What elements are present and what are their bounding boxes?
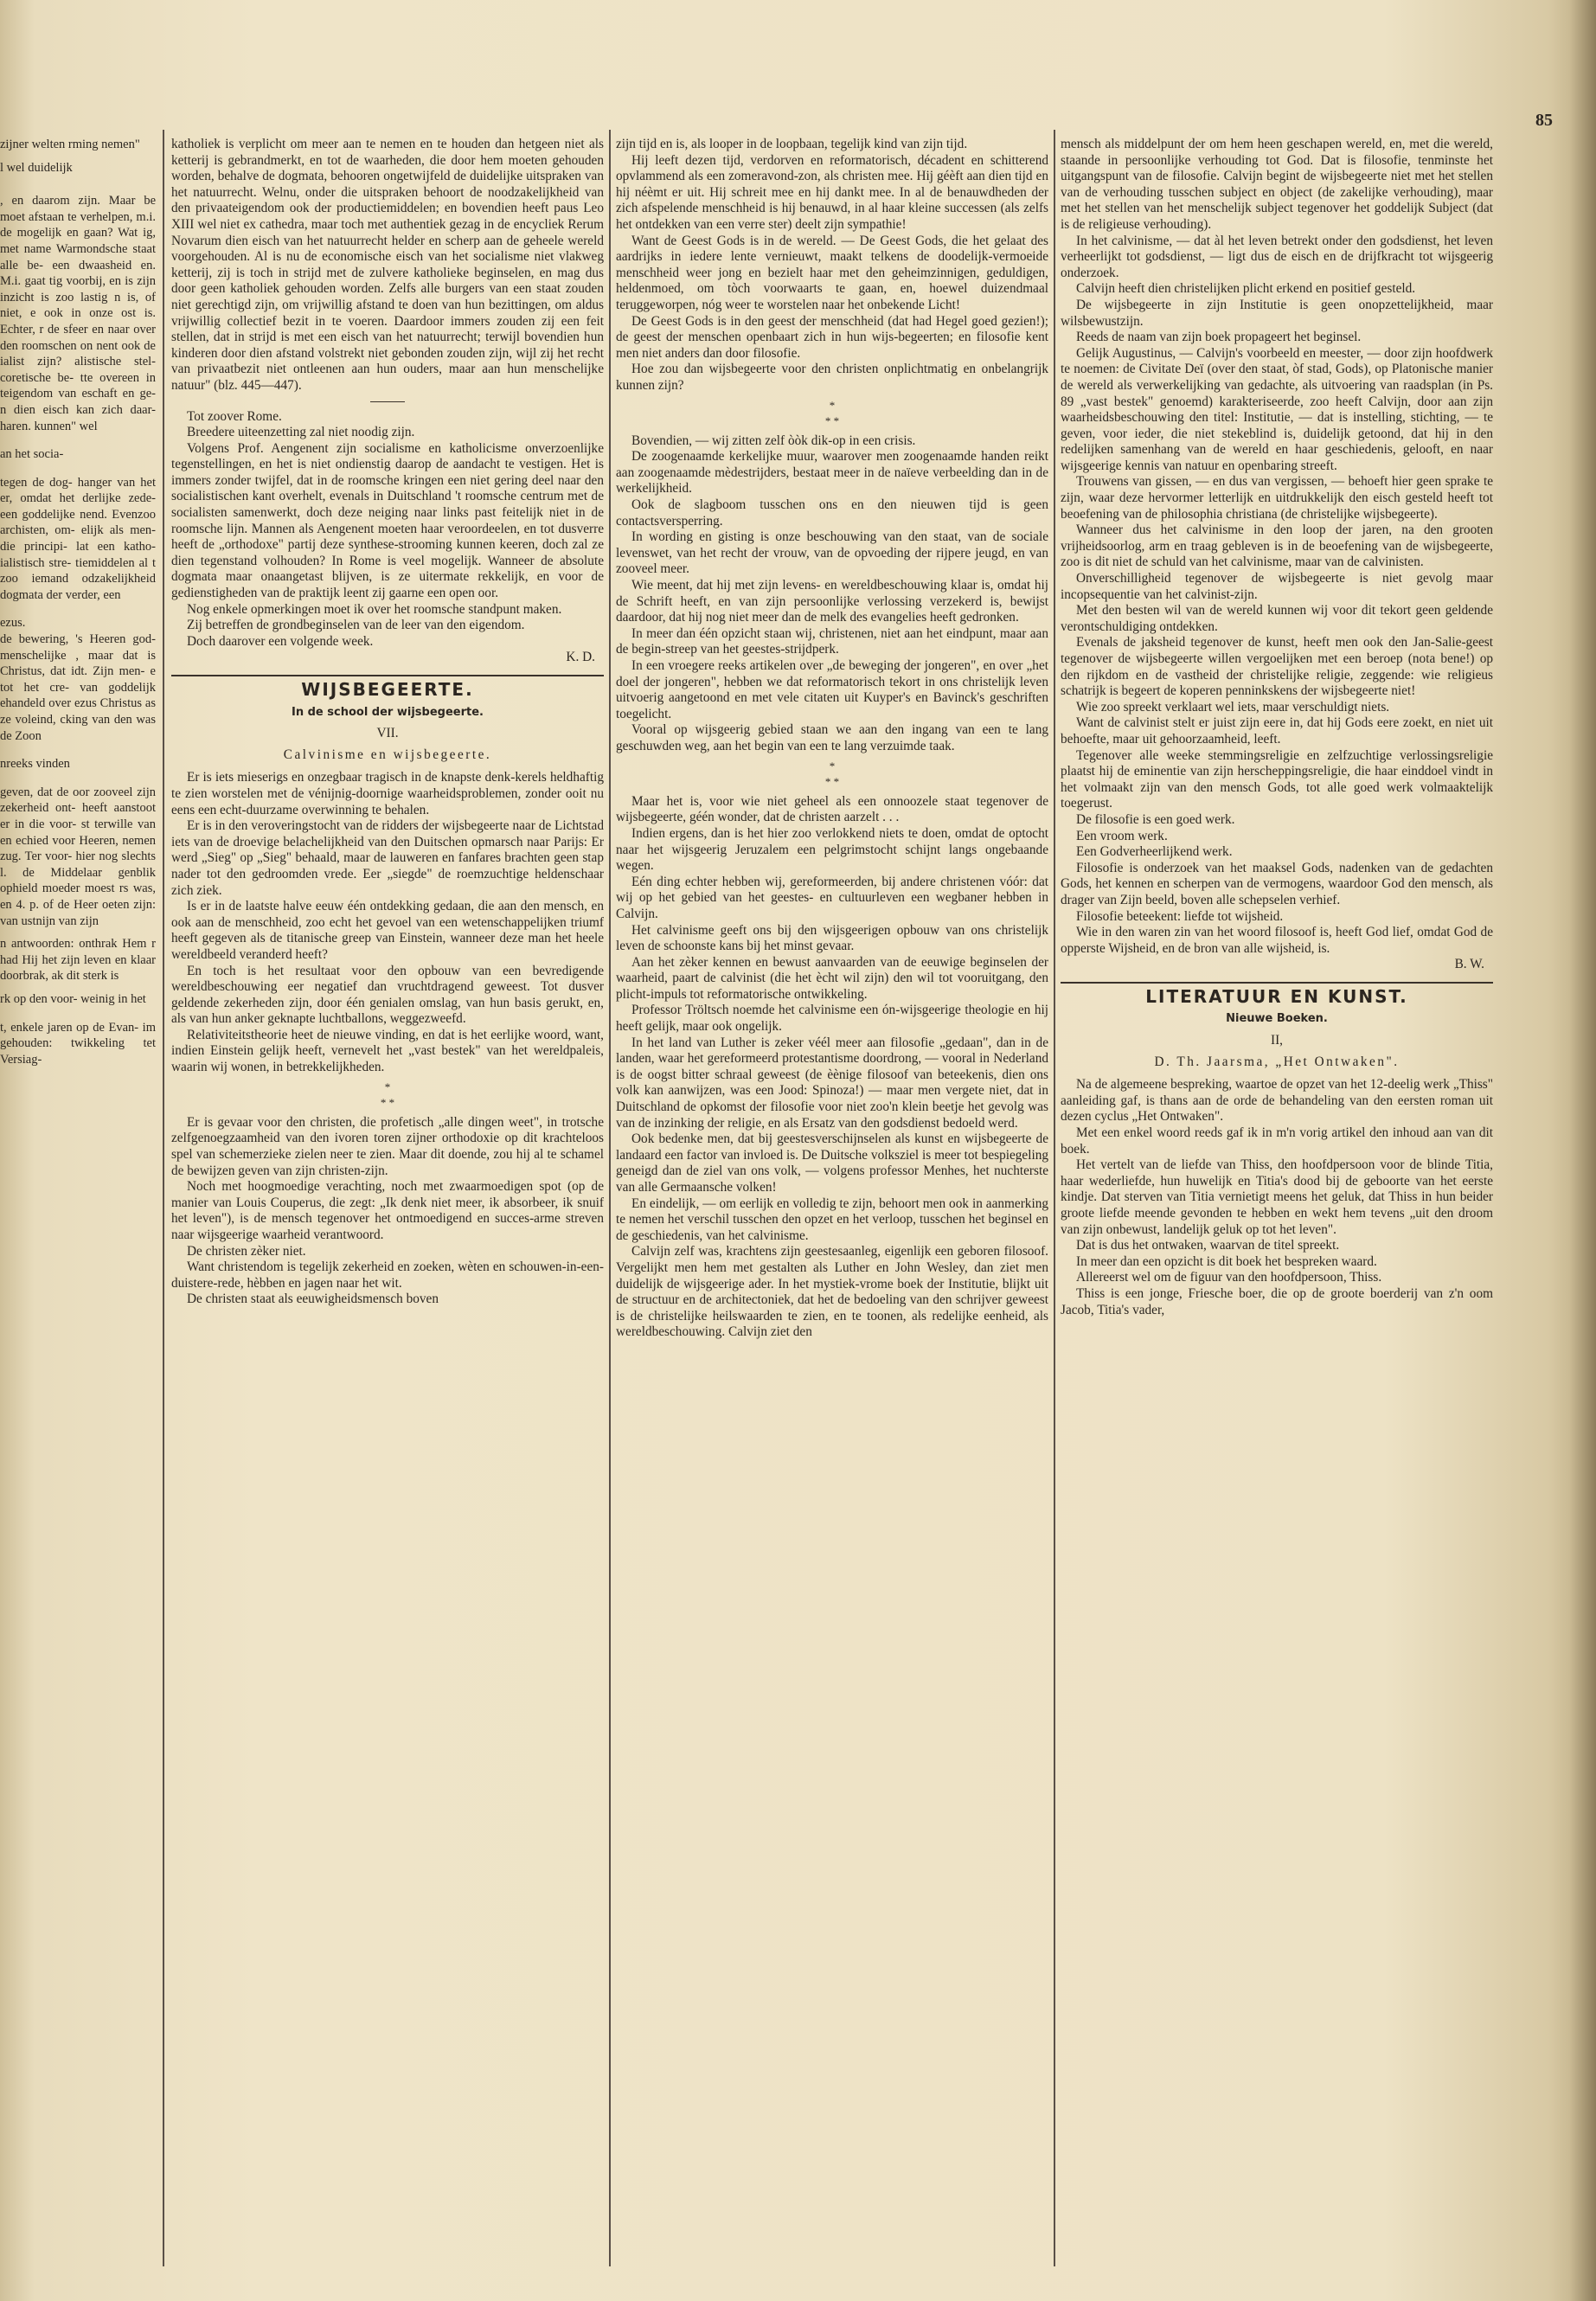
paragraph: Een vroom werk. [1076, 828, 1168, 843]
column-2 [616, 137, 1048, 2239]
paragraph: Nog enkele opmerkingen moet ik over het roomsche standpunt maken. [187, 601, 562, 617]
paragraph: Maar het is, voor wie niet geheel als een onnoozele staat tegenover de wijsbegeerte, géén wonder, dat de christen aarzelt . . . [616, 793, 1048, 825]
paragraph: Vooral op wijsgeerig gebied staan we aan den ingang van een te lang geschuwden weg, aan het begin van een te lang verzuimde taak. [616, 722, 1048, 753]
paragraph: Breedere uiteenzetting zal niet noodig zijn. [187, 425, 415, 440]
author-signature: B. W. [1454, 957, 1484, 972]
paragraph: Evenals de jaksheid tegenover de kunst, heeft men ook den Jan-Salie-geest tegenover de wijsbegeerte willen vergoelijken met een beroep (nota bene!) op den rijkdom en de vastheid der christelijke religie, zeggende: wie religieus schatrijk is begeert de koperen penninkskens der wijsbegeerte niet! [1061, 635, 1493, 699]
section-divider [1061, 982, 1493, 984]
page-edge [1570, 0, 1596, 2301]
paragraph: Onverschilligheid tegenover de wijsbegeerte is niet gevolg maar incopsequentie van het calvinist-zijn. [1061, 571, 1493, 602]
paragraph: Thiss is een jonge, Friesche boer, die op de groote boerderij van z'n oom Jacob, Titia's vader, [1061, 1285, 1493, 1317]
paragraph: Want christendom is tegelijk zekerheid en zoeken, wèten en schouwen-in-een-duistere-rede, hèbben en jagen naar het wit. [171, 1259, 604, 1291]
paragraph: Calvijn heeft dien christelijken plicht erkend en positief gesteld. [1076, 281, 1416, 297]
page-number: 85 [1535, 111, 1553, 130]
paragraph: Wie zoo spreekt verklaart wel iets, maar verschuldigt niets. [1076, 699, 1390, 715]
review-title: D. Th. Jaarsma, „Het Ontwaken". [1154, 1054, 1400, 1069]
paragraph: Een Godverheerlijkend werk. [1076, 844, 1233, 860]
paragraph: Is er in de laatste halve eeuw één ontdekking gedaan, die aan den mensch, en ook aan de menschheid, zoo echt het gevoel van een wetenschappelijken triumf heeft gegeven als de titanische greep van Einstein, wanneer deze man het heele wereldbeeld veranderd heeft? [171, 899, 604, 962]
sub-heading: Nieuwe Boeken. [1226, 1012, 1328, 1026]
paragraph: De christen staat als eeuwigheidsmensch boven [187, 1292, 439, 1307]
paragraph: In wording en gisting is onze beschouwing van den staat, van de sociale levenswet, van het recht der vrouw, van de opvoeding der rijpere jeugd, en van zooveel meer. [616, 529, 1048, 577]
paragraph: Professor Tröltsch noemde het calvinisme een ón-wijsgeerige theologie en hij heeft gelijk, maar ook ongelijk. [616, 1003, 1048, 1035]
paragraph: Het vertelt van de liefde van Thiss, den hoofdpersoon voor de blinde Titia, haar wederliefde, hun huwelijk en Titia's dood bij de geboorte van het eerste kindje. Dat sterven van Titia vernietigt meens het geluk, dat Thiss in hun beider groote liefde meende gevonden te hebben en wekt hem tevens „uit den droom van zijn onbewust, landelijk geluk op tot het leven". [1061, 1157, 1493, 1237]
paragraph: In het calvinisme, — dat àl het leven betrekt onder den godsdienst, het leven verheerlijkt tot godsdienst, — ligt dus de eisch en de drijfkracht tot wijsgeerig onderzoek. [1061, 233, 1493, 280]
column-rule [609, 130, 611, 2266]
paragraph: Filosofie beteekent: liefde tot wijsheid. [1076, 908, 1284, 924]
fragment-text: ezus. [0, 616, 26, 631]
article-title: Calvinisme en wijsbegeerte. [283, 747, 492, 762]
paragraph: In meer dan één opzicht staan wij, christenen, niet aan het eindpunt, maar aan de begin-streep van het geestes-strijdperk. [616, 625, 1048, 657]
paragraph: De filosofie is een goed werk. [1076, 811, 1235, 827]
paragraph: Dat is dus het ontwaken, waarvan de titel spreekt. [1076, 1238, 1340, 1253]
fragment-text: nreeks vinden [0, 757, 70, 772]
paragraph: De wijsbegeerte in zijn Institutie is geen onopzettelijkheid, maar wilsbewustzijn. [1061, 297, 1493, 329]
paragraph: Want de Geest Gods is in de wereld. — De Geest Gods, die het gelaat des aardrijks in iedere lente vernieuwt, maakt telkens de doodelijk-vermoeide menschheid weer jong en bezielt haar met den geheimzinnigen, geduldigen, heldenmoed, om tòch voorwaarts te gaan, en, hoewel duizendmaal teruggeworpen, nóg weer te worstelen naar het onbekende Licht! [616, 233, 1048, 312]
paragraph: De zoogenaamde kerkelijke muur, waarover men zoogenaamde handen reikt aan zoogenaamde mèdestrijders, bestaat meer in de naïeve verbeelding dan in de werkelijkheid. [616, 449, 1048, 497]
column-1 [171, 137, 604, 2239]
paragraph: Reeds de naam van zijn boek propageert het beginsel. [1076, 330, 1362, 345]
paragraph: Aan het zèker kennen en bewust aanvaarden van de eeuwige beginselen der waarheid, paart de calvinist (die het ècht wil zijn) den wil tot vooruitgang, den plicht-impuls tot reformatorische ontwikkeling. [616, 954, 1048, 1002]
column-rule [1054, 130, 1055, 2266]
asterism: * * * [824, 759, 840, 789]
paragraph: Met den besten wil van de wereld kunnen wij voor dit tekort geen geldende verontschuldiging ontdekken. [1061, 603, 1493, 634]
fragment-text: tegen de dog- hanger van het er, omdat het derlijke zede- een goddelijke nend. Evenzoo archisten, om- elijk als men- die principi- lat een katho- ialistisch stre- tiemiddelen al t zoo iemand odzakelijkheid dogmata der verder, een [0, 475, 156, 602]
fragment-text: an het socia- [0, 447, 64, 462]
paragraph: Bovendien, — wij zitten zelf òòk dik-op in een crisis. [631, 433, 916, 448]
paragraph: Calvijn zelf was, krachtens zijn geestesaanleg, eigenlijk een geboren filosoof. Vergelijkt men hem met gestalten als Luther en John Wesley, dan ziet men duidelijk de wijsgeerige ader. In het mystiek-vrome boek der Institutie, blijkt uit de structuur en de architectoniek, dat het de bedoeling van den schrijver geweest is de christelijke heilswaarden te zien, en te toonen, als redelijke eenheid, als wereldbeschouwing. Calvijn ziet den [616, 1244, 1048, 1340]
paragraph: Noch met hoogmoedige verachting, noch met zwaarmoedigen spot (op de manier van Louis Couperus, die zegt: „Ik denk niet meer, ik absorbeer, ik snuif het leven"), is de mensch tegenover het ontmoedigend en succes-arme streven naar wijsgeerige waarheid verantwoord. [171, 1179, 604, 1242]
series-heading: In de school der wijsbegeerte. [292, 705, 484, 719]
paragraph: Eén ding echter hebben wij, gereformeerden, bij andere christenen vóór: dat wij op het gebied van het geestes- en cultuurleven een wegbaner hebben in Calvijn. [616, 874, 1048, 921]
paragraph: Volgens Prof. Aengenent zijn socialisme en katholicisme onverzoenlijke tegenstellingen, en het is niet ondienstig daarop de aandacht te vestigen. Het is immers zonder twijfel, dat in de roomsche kringen een niet gering deel naar den socialistischen kant overhelt, evenals in Duitschland 't roomsche centrum met de socialisten samenwerkt, doch deze neiging naar links past feitelijk niet in de roomsche lijn. Mannen als Aengenent moeten haar veroordeelen, en tot dusverre heeft de „orthodoxe" partij deze synthese-strooming kunnen keeren, doch zal ze dien tegenstand volhouden? In Rome is veel mogelijk. Wanneer de absolute dogmata maar onaangetast blijven, is ze uitermate rekkelijk, en voor de gedienstigheden van de praktijk leent zij gaarne een open oor. [171, 440, 604, 601]
paragraph: Met een enkel woord reeds gaf ik in m'n vorig artikel den inhoud aan van dit boek. [1061, 1125, 1493, 1157]
column-rule [163, 130, 164, 2266]
paragraph: Allereerst wel om de figuur van den hoofdpersoon, Thiss. [1076, 1270, 1382, 1285]
fragment-text: rk op den voor- weinig in het [0, 991, 146, 1006]
paragraph: De Geest Gods is in den geest der menschheid (dat had Hegel goed gezien!); de geest der menschen openbaart zich in hun wijs-begeerten; en filosofie kent men niet anders dan door filosofie. [616, 313, 1048, 361]
left-fragment-column [0, 137, 156, 2239]
paragraph: Tegenover alle weeke stemmingsreligie en zelfzuchtige verlossingsreligie plaatst hij de eminentie van zijn herscheppingsreligie, die haar einddoel vindt in het volmaakt zijn van den mensch Gods, tot alle goed werk volmaaktelijk toegerust. [1061, 747, 1493, 811]
fragment-text: l wel duidelijk [0, 160, 73, 175]
paragraph: katholiek is verplicht om meer aan te nemen en te houden dan hetgeen niet als ketterij is gebrandmerkt, en tot de waarheden, die door hem moeten gehouden worden, behalve de dogmata, behooren ongetwijfeld de duidelijke uitspraken van het natuurrecht. Welnu, onder die uitspraken behoort de noodzakelijkheid van den privaateigendom ook der productiemiddelen; en bovendien heeft paus Leo XIII wel niet ex cathedra, maar toch met authentiek gezag in de encycliek Rerum Novarum dien eisch van het natuurrecht helder en scherp aan de geheele wereld voorgehouden. Al is nu de economische eisch van het socialisme niet vlakweg ketterij, zij is toch in strijd met de zulvere katholieke beginselen, en mag dus door geen katholiek gehouden worden. Zelfs alle burgers van een staat zouden niet gerechtigd zijn, om vrijwillig afstand te doen van hun bezittingen, om aldus vrijwillig collectief bezit in te voeren. Daardoor immers zouden zij een feit stellen, dat in strijd is met een eisch van het natuurrecht; terwijl bovendien hun kinderen door dien afstand volstrekt niet gebonden zouden zijn, wijl zij het recht van privaatbezit niet ontleenen aan hun ouders, maar aan hun menschelijke natuur" (blz. 445—447). [171, 137, 604, 393]
paragraph: Want de calvinist stelt er juist zijn eere in, dat hij Gods eere zoekt, en niet uit behoefte, maar uit gehoorzaamheid, leeft. [1061, 715, 1493, 747]
series-number: VII. [376, 726, 399, 741]
paragraph: Er is iets mieserigs en onzegbaar tragisch in de knapste denk-kerels heldhaftig te zien worstelen met de vénijnig-doornige waarheidsproblemen, zonder ooit nu eens een echt-duurzame overwinning te behalen. [171, 770, 604, 817]
paragraph: In het land van Luther is zeker véél meer aan filosofie „gedaan", dan in de landen, waar het gereformeerd protestantisme doordrong, — vooral in Nederland is de oogst bitter schraal geweest (de èènige filosoof van beteekenis, dien ons volk kan aanwijzen, was een Jood: Spinoza!) — maar men vergete niet, dat in Duitschland de opkomst der filosofie voor niet zoo'n klein beetje het gevolg was van de inzinking der religie, en als Ersatz van den godsdienst bedoeld werd. [616, 1035, 1048, 1131]
asterism: * * * [380, 1080, 395, 1110]
paragraph: Relativiteitstheorie heet de nieuwe vinding, en dat is het eerlijke woord, want, indien Einstein gelijk heeft, vernevelt het „vast bestek" van het wereldpaleis, waarin wij wonen, in betrekkelijkheden. [171, 1027, 604, 1075]
paragraph: Er is in den veroveringstocht van de ridders der wijsbegeerte naar de Lichtstad iets van de droevige belachelijkheid van den Duitschen opmarsch naar Parijs: Er werd „Sieg" op „Sieg" behaald, maar de lauweren en fanfares brachten geen stap nader tot den gedroomden vrede. Eer „siegde" de roemzuchtige heldenschaar zich ziek. [171, 818, 604, 898]
paragraph: Tot zoover Rome. [187, 408, 282, 424]
paragraph: Gelijk Augustinus, — Calvijn's voorbeeld en meester, — door zijn hoofdwerk te noemen: de Civitate Deï (over den staat, òf stad, Gods), op Platonische manier de wereld als verwerkelijking van gedachte, als uitvoering van raadsplan (in Ps. 89 „vast bestek" genoemd) karakteriseerde, zoo heeft Calvijn, door aan zijn waarheidsbeschouwing den titel: Institutie, — dat is instelling, stichting, — te geven, voor ieder, die niet stekeblind is, duidelijk getoond, dat hij in den redelijken samenhang van de wereld en haar geschiedenis, gelooft, en naar wijsgeerige kennis van natuur en openbaring streeft. [1061, 345, 1493, 473]
paragraph: Het calvinisme geeft ons bij den wijsgeerigen opbouw van ons christelijk leven de schoonste kans bij het minst gevaar. [616, 922, 1048, 954]
fragment-text: zijner welten rming nemen" [0, 138, 140, 151]
paragraph: Doch daarover een volgende week. [187, 633, 374, 649]
paragraph: Wie in den waren zin van het woord filosoof is, heeft God lief, omdat God de opperste Wijsheid, en de bron van alle wijsheid, is. [1061, 925, 1493, 956]
fragment-text: de bewering, 's Heeren god- menschelijke , maar dat is Christus, dat idt. Zijn men- e tot het cre- van goddelijk ehandeld over ezus Christus as ze voleind, cking van den was de Zoon [0, 632, 156, 743]
paragraph: En eindelijk, — om eerlijk en volledig te zijn, behoort men ook in aanmerking te nemen het verschil tusschen den opzet en het verloop, tusschen het beginsel en de geschiedenis, van het calvinisme. [616, 1195, 1048, 1243]
fragment-text: geven, dat de oor zooveel zijn zekerheid ont- heeft aanstoot er in die voor- st terwille van en echied voor Heeren, nemen zug. Ter voor- hier nog slechts l. de Middelaar genblik ophield moeder moest rs was, en 4. p. of de Heer oeten zijn: van ustnijn van zijn [0, 785, 156, 928]
fragment-text: , en daarom zijn. Maar be moet afstaan te verhelpen, m.i. de mogelijk en gaan? Wat ig, met name Warmondsche staat alle be- een dwaasheid en. M.i. gaat tig voorbij, en is zijn inzicht is zoo lastig n is, of niet, e ook in onze ost is. Echter, r de sfeer en naar over den roomschen on nent ook de ialist zijn? alistische stel- coretische be- tte overeen in teigendom van eschaft en ge- n dien eisch kan zich daar- haren. kunnen" wel [0, 194, 156, 433]
paragraph: Hoe zou dan wijsbegeerte voor den christen onplichtmatig en onbelangrijk kunnen zijn? [616, 362, 1048, 393]
column-3 [1061, 137, 1493, 2239]
section-heading: LITERATUUR EN KUNST. [1145, 985, 1408, 1007]
paragraph: Wie meent, dat hij met zijn levens- en wereldbeschouwing klaar is, omdat hij de Schrift heeft, en van zijn persoonlijke verlossing verzekerd is, bewijst daardoor, dat hij nog niet meer dan de melk des evangelies heeft gedronken. [616, 578, 1048, 625]
fragment-text: t, enkele jaren op de Evan- im gehouden: twikkeling tet Versiag- [0, 1020, 156, 1067]
paragraph: Hij leeft dezen tijd, verdorven en reformatorisch, décadent en schitterend opvlammend als een zomeravond-zon, als christen mee. Hij géèft aan dien tijd en hij néèmt er uit. Hij schreit mee en hij dankt mee. In al de benauwdheden der zich afspelende menschheid is hij benauwd, in al haar kleine successen (als zelfs het ontdekken van een verre ster) deelt zijn sympathie! [616, 152, 1048, 232]
paragraph: De christen zèker niet. [187, 1243, 306, 1259]
paragraph: zijn tijd en is, als looper in de loopbaan, tegelijk kind van zijn tijd. [616, 137, 968, 151]
paragraph: En toch is het resultaat voor den opbouw van een bevredigende wereldbeschouwing eer negatief dan vruchtdragend geweest. Tot dusver geldende zekerheden zijn, door één genialen omslag, van hun basis gerukt, en, als van hun anker geknapte luchtballons, weggezweefd. [171, 963, 604, 1027]
paragraph: Trouwens van gissen, — en dus van vergissen, — behoeft hier geen sprake te zijn, waar deze hervormer letterlijk en uitdrukkelijk den eisch gesteld heeft tot beoefening van de philosophia christiana (de christelijke wijsbegeerte). [1061, 474, 1493, 522]
paragraph: Indien ergens, dan is het hier zoo verlokkend niets te doen, omdat de optocht naar het wijsgeerig Jeruzalem een pelgrimstocht schijnt langs ongebaande wegen. [616, 825, 1048, 874]
paragraph: Na de algemeene bespreking, waartoe de opzet van het 12-deelig werk „Thiss" aanleiding gaf, is thans aan de orde de behandeling van den eersten roman uit dezen cyclus „Het Ontwaken". [1061, 1077, 1493, 1125]
fragment-text: n antwoorden: onthrak Hem r had Hij het zijn leven en klaar doorbrak, ak dit sterk is [0, 937, 156, 984]
separator [370, 401, 405, 402]
paragraph: Filosofie is onderzoek van het maaksel Gods, nadenken van de gedachten Gods, het kennen en scherpen van de vermogens, waardoor God den mensch, als drager van Zijn beeld, boven alle schepselen verhief. [1061, 860, 1493, 907]
paragraph: In een vroegere reeks artikelen over „de beweging der jongeren", en over „het doel der jongeren", hebben we dat reformatorisch tekort in ons christelijk leven uitvoerig aangetoond en met vele citaten uit Kuyper's en Bavinck's geschriften toegelicht. [616, 658, 1048, 721]
paragraph: Ook bedenke men, dat bij geestesverschijnselen als kunst en wijsbegeerte de landaard een factor van invloed is. De Duitsche volksziel is meer tot bespiegeling geneigd dan de ziel van ons volk, — volgens professor Menhes, het nuchterste van alle Germaansche volken! [616, 1131, 1048, 1195]
paragraph: Zij betreffen de grondbeginselen van de leer van den eigendom. [187, 618, 525, 633]
paragraph: Er is gevaar voor den christen, die profetisch „alle dingen weet", in trotsche zelfgenoegzaamheid van den ivoren toren zijner orthodoxie op dit krachteloos spel van schemerzieke zielen neer te zien. Maar dit doende, zou hij al te schamel de bewijzen geven van zijn christen-zijn. [171, 1114, 604, 1178]
author-signature: K. D. [566, 650, 595, 665]
paragraph: mensch als middelpunt der om hem heen geschapen wereld, en, met die wereld, staande in persoonlijke verhouding tot God. Dat is filosofie, tenminste het uitgangspunt van de filosofie. Calvijn begint de wijsbegeerte niet met het stellen van de verhouding tusschen subject en object (de zakelijke verhouding), maar met het stellen van het menschelijk subject tegenover het goddelijk Subject (dat is de religieuse verhouding). [1061, 137, 1493, 232]
paragraph: In meer dan een opzicht is dit boek het bespreken waard. [1076, 1253, 1377, 1269]
paragraph: Wanneer dus het calvinisme in den loop der jaren, na den grooten vrijheidsoorlog, arm en traag gebleven is in de beoefening van de wijsbegeerte, zoo is dit niet de schuld van het calvinisme, maar van de calvinisten. [1061, 522, 1493, 570]
asterism: * * * [824, 398, 840, 428]
section-divider [171, 675, 604, 676]
series-number: II, [1270, 1033, 1283, 1048]
paragraph: Ook de slagboom tusschen ons en den nieuwen tijd is geen contactsversperring. [616, 497, 1048, 529]
section-heading: WIJSBEGEERTE. [301, 679, 474, 700]
